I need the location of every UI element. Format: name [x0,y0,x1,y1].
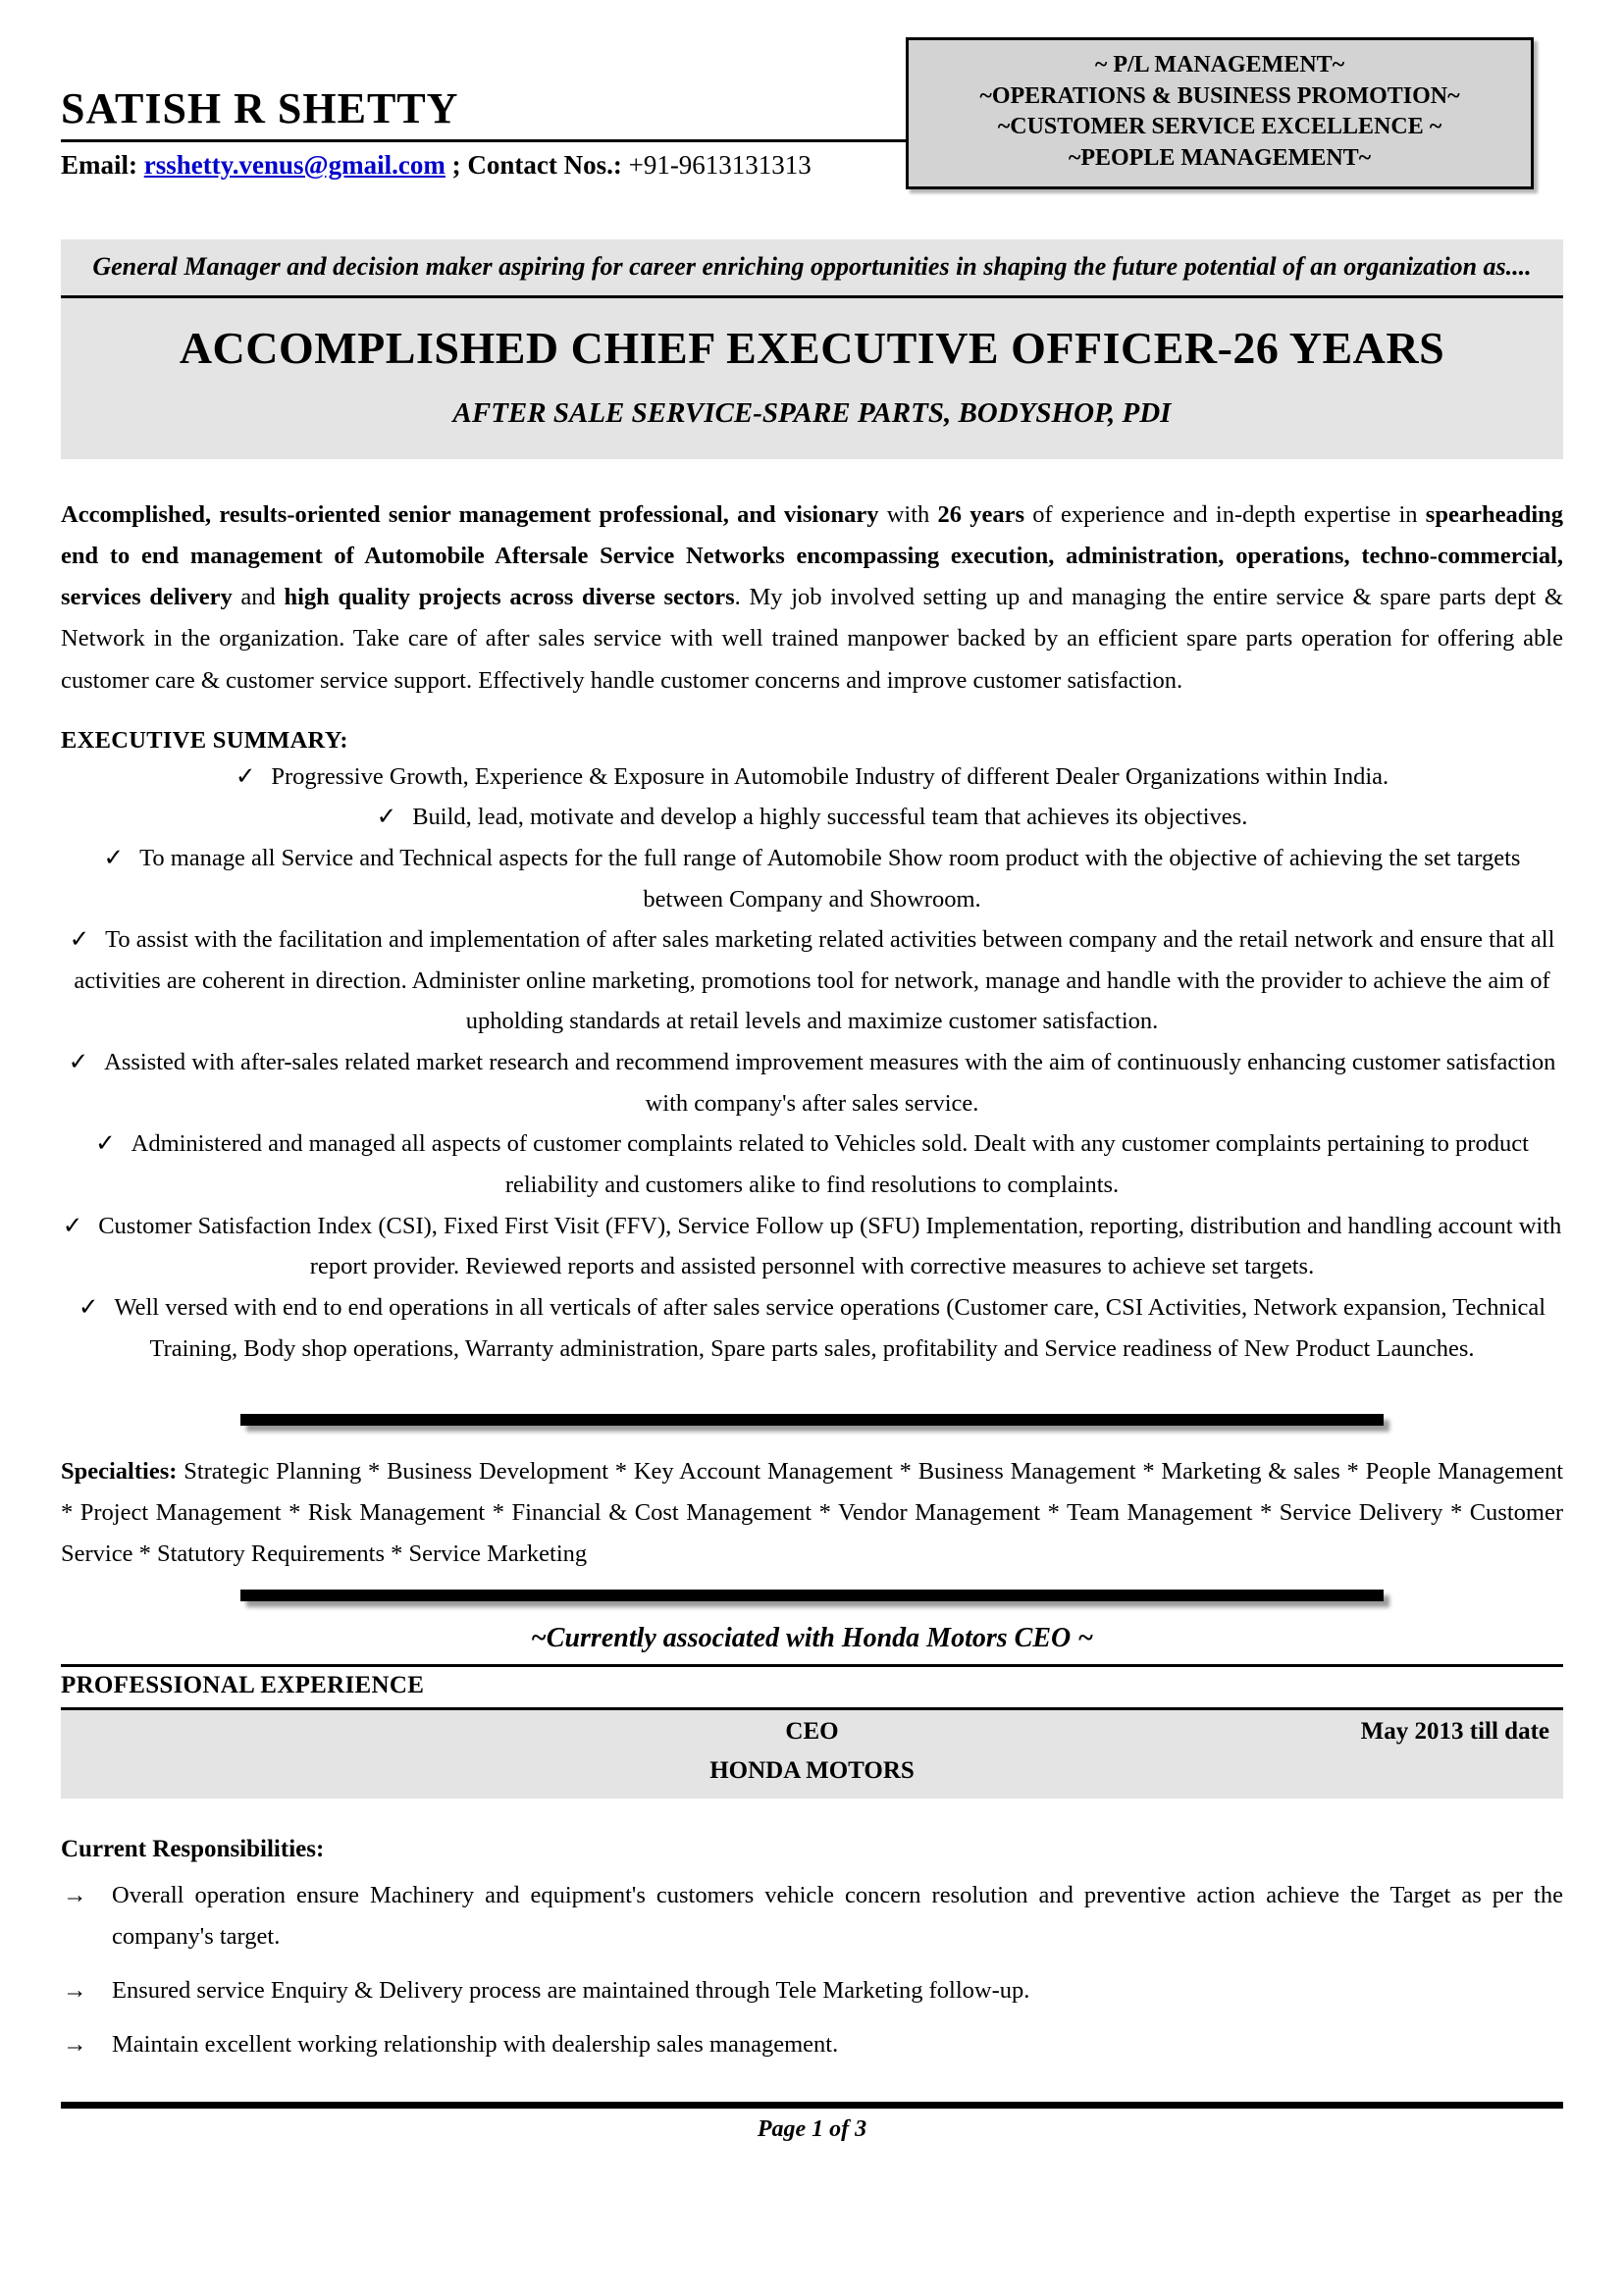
profile-segment: . My job involved setting up and managing the entire service & spare parts dept & Network in the organization. Take care of after sales service with well trained manpower backed by an efficient spare parts operation for offering able customer care & customer service support. Effectively handle customer concerns and improve customer satisfaction. [61,584,1563,694]
title-block [61,295,1563,459]
profile-segment: Accomplished, results-oriented senior management professional, and visionary [61,501,879,528]
contact-label: ; Contact Nos.: [445,150,629,181]
profile-segment: spearheading end to end management of Automobile Aftersale Service Networks encompassing execution, administration, operations, techno-commercial, services delivery [61,501,1563,611]
checkmark-icon: ✓ [235,762,256,790]
checkmark-icon: ✓ [95,1130,116,1158]
email-label: Email: [61,150,144,181]
candidate-name: SATISH R SHETTY [61,84,459,132]
role-title: CEO [785,1717,839,1745]
list-item-text: To manage all Service and Technical aspects for the full range of Automobile Show room product with the objective of achieving the set targets between Company and Showroom. [139,844,1521,913]
list-item [61,1970,1563,2012]
headline-subtitle: AFTER SALE SERVICE-SPARE PARTS, BODYSHOP, PDI [452,397,1172,429]
profile-segment: and [232,584,285,611]
role-company: HONDA MOTORS [709,1756,915,1784]
page-number-label: Page 1 of 3 [757,2116,867,2143]
list-item [61,1042,1563,1123]
responsibilities-list [61,1875,1563,2067]
list-item [61,1287,1563,1369]
profile-segment: with [878,501,938,528]
profile-segment: of experience and in-depth expertise in [1024,501,1426,528]
contact-line [61,150,913,181]
header [61,0,1563,214]
specialties-label: Specialties: [61,1458,178,1486]
arrow-icon: → [63,1881,87,1908]
list-item [61,919,1563,1042]
executive-summary-list [61,757,1563,1370]
checkmark-icon: ✓ [69,926,90,954]
role-dates: May 2013 till date [1360,1717,1549,1745]
list-item-text: To assist with the facilitation and implementation of after sales marketing related activities between company and the retail network and ensure that all activities are coherent in direction. Administer online marketing, promotions tool for network, manage and handle with the provider to achieve the aim of upholding standards at retail levels and maximize customer satisfaction. [74,926,1555,1035]
skills-box-line: ~ P/L MANAGEMENT~ [1094,52,1345,78]
profile-summary-paragraph [61,495,1563,702]
list-item-text: Build, lead, motivate and develop a highly successful team that achieves its objectives. [412,804,1248,831]
list-item-text: Well versed with end to end operations in all verticals of after sales service operations (Customer care, CSI Activities, Network expansion, Technical Training, Body shop operations, Warranty administration, Spare parts sales, profitability and Service readiness of New Product Launches. [114,1293,1546,1362]
list-item-text: Ensured service Enquiry & Delivery process are maintained through Tele Marketing follow-up. [112,1977,1030,2005]
email-link[interactable]: rsshetty.venus@gmail.com [143,150,445,181]
checkmark-icon: ✓ [62,1212,83,1239]
list-item [61,838,1563,919]
tagline-banner: General Manager and decision maker aspiring for career enriching opportunities in shaping the future potential of an organization as.... [61,239,1563,295]
phone-number: +91-9613131313 [628,150,812,181]
role-row [75,1718,1549,1746]
profile-segment: 26 years [937,501,1025,528]
role-banner [61,1707,1563,1799]
checkmark-icon: ✓ [103,844,125,871]
page-footer [61,2102,1563,2143]
list-item [61,2024,1563,2066]
responsibilities-heading: Current Responsibilities: [61,1835,325,1862]
specialties-text: Strategic Planning * Business Development * Key Account Management * Business Management * Marketing & sales * People Management * Project Management * Risk Management * Financial & Cost Management * Vendor Management * Team Management * Service Delivery * Customer Service * Statutory Requirements * Service Marketing [61,1458,1563,1568]
list-item [61,797,1563,838]
headline-title: ACCOMPLISHED CHIEF EXECUTIVE OFFICER-26 YEARS [179,323,1445,373]
list-item-text: Assisted with after-sales related market research and recommend improvement measures with the aim of continuously enhancing customer satisfaction with company's after sales service. [104,1049,1556,1117]
list-item [61,757,1563,798]
list-item-text: Progressive Growth, Experience & Exposure in Automobile Industry of different Dealer Organizations within India. [271,762,1389,790]
professional-experience-heading: PROFESSIONAL EXPERIENCE [61,1671,425,1698]
executive-summary-heading: EXECUTIVE SUMMARY: [61,726,348,754]
skills-box-line: ~PEOPLE MANAGEMENT~ [1068,145,1372,172]
checkmark-icon: ✓ [376,804,397,831]
list-item [61,1123,1563,1205]
list-item [61,1206,1563,1287]
list-item-text: Maintain excellent working relationship with dealership sales management. [112,2031,839,2059]
profile-segment: high quality projects across diverse sectors [284,584,735,611]
name-block [61,37,913,181]
current-association-line: ~Currently associated with Honda Motors CEO ~ [530,1622,1094,1653]
list-item-text: Customer Satisfaction Index (CSI), Fixed First Visit (FFV), Service Follow up (SFU) Implementation, reporting, distribution and handling account with report provider. Reviewed reports and assisted personnel with corrective measures to achieve set targets. [98,1212,1562,1280]
checkmark-icon: ✓ [78,1293,99,1321]
section-divider-bar [240,1414,1384,1426]
arrow-icon: → [63,1977,87,2005]
skills-highlight-box [906,37,1534,189]
checkmark-icon: ✓ [68,1049,89,1076]
name-underline-rule [61,139,913,142]
skills-box-line: ~CUSTOMER SERVICE EXCELLENCE ~ [997,114,1442,140]
skills-box-line: ~OPERATIONS & BUSINESS PROMOTION~ [979,82,1460,109]
specialties-paragraph [61,1451,1563,1575]
list-item-text: Overall operation ensure Machinery and equipment's customers vehicle concern resolution and preventive action achieve the Target as per the company's target. [112,1881,1563,1951]
section-divider-bar [240,1590,1384,1601]
list-item [61,1875,1563,1959]
list-item-text: Administered and managed all aspects of customer complaints related to Vehicles sold. Dealt with any customer complaints pertaining to product reliability and customers alike to find resolutions to complaints. [131,1130,1529,1199]
arrow-icon: → [63,2031,87,2059]
